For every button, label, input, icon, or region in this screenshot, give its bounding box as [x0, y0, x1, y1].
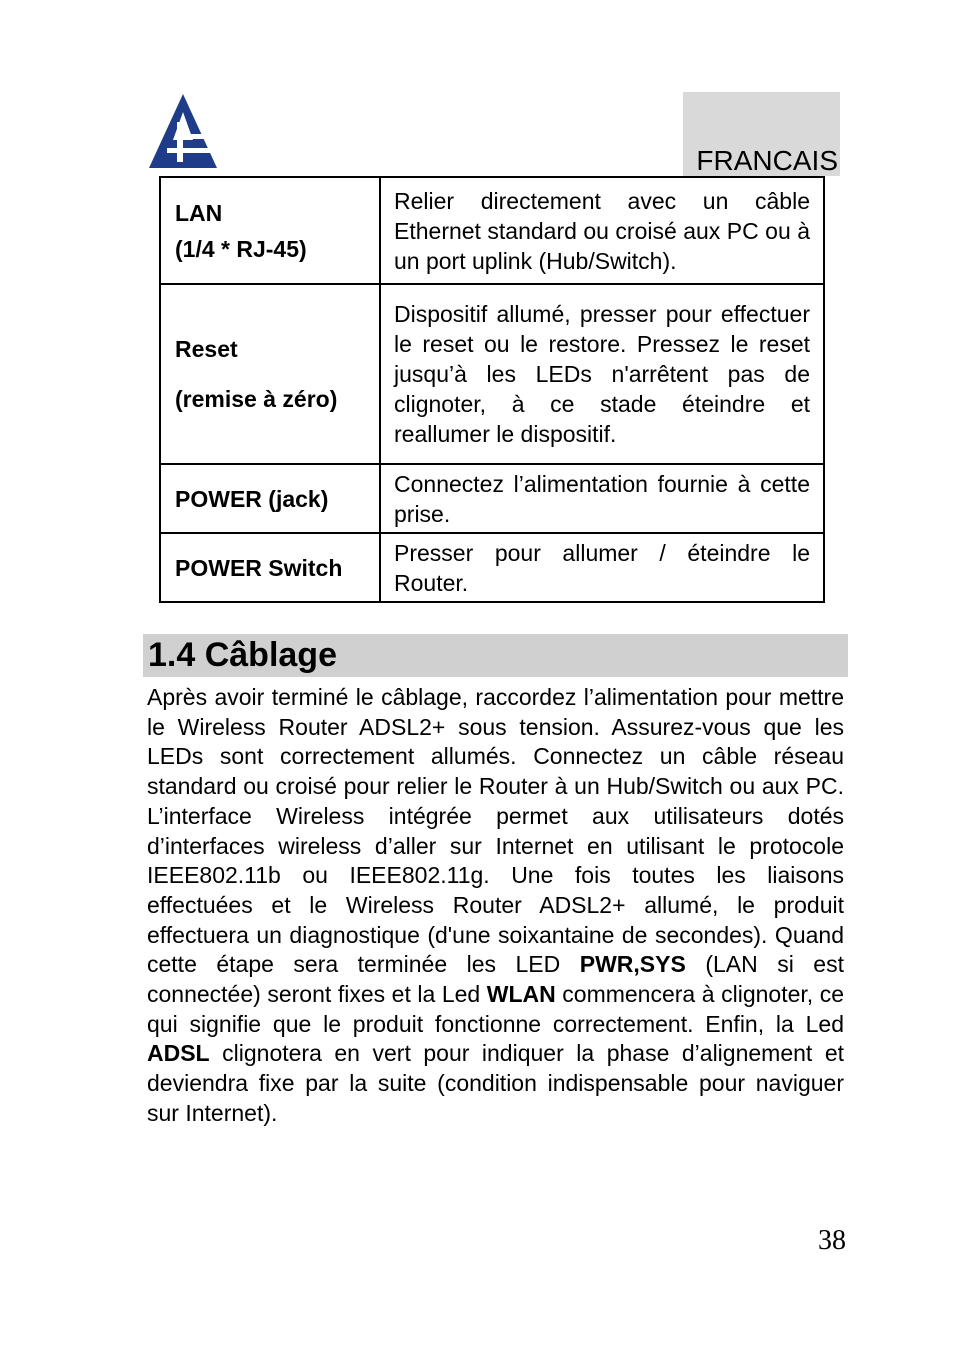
port-name-cell: [160, 177, 380, 284]
section-title: 1.4 Câblage: [148, 636, 337, 674]
port-description: Connectez l’alimentation fournie à cette prise.: [380, 464, 824, 533]
port-name: Reset: [175, 336, 238, 362]
port-name: POWER (jack): [175, 485, 329, 512]
port-name-detail: (remise à zéro): [175, 386, 338, 412]
port-name-cell: [160, 533, 380, 602]
table-row: [160, 533, 824, 602]
body-paragraph: [147, 683, 844, 1129]
port-name-detail: (1/4 * RJ-45): [175, 235, 307, 262]
page-number: 38: [818, 1225, 846, 1256]
port-description: Dispositif allumé, presser pour effectuer le reset ou le restore. Pressez le reset jusqu’à les LEDs n'arrêtent pas de clignoter, à ce stade éteindre et reallumer le dispositif.: [380, 284, 824, 464]
language-header: [683, 92, 840, 176]
port-description: Presser pour allumer / éteindre le Router.: [380, 533, 824, 602]
body-text-part: commencera à clignoter, ce qui signifie que le produit fonctionne correctement. Enfin, la Led: [147, 981, 844, 1037]
led-pwr-sys-label: PWR,SYS: [579, 951, 686, 978]
atlantis-a-logo-icon: [147, 92, 219, 170]
table-row: [160, 464, 824, 533]
section-heading-bar: [143, 634, 848, 677]
ports-table: [159, 176, 825, 603]
table-row: [160, 284, 824, 464]
led-adsl-label: ADSL: [147, 1040, 210, 1067]
language-label: FRANCAIS: [696, 145, 838, 176]
body-text-part: Après avoir terminé le câblage, raccordez l’alimentation pour mettre le Wireless Router ADSL2+ sous tension. Assurez-vous que les LEDs sont correctement allumés. Connectez un câble réseau standard ou croisé pour relier le Router à un Hub/Switch ou aux PC. L’interface Wireless intégrée permet aux utilisateurs dotés d’interfaces wireless d’aller sur Internet en utilisant le protocole IEEE802.11b ou IEEE802.11g. Une fois toutes les liaisons effectuées et le Wireless Router ADSL2+ allumé, le produit effectuera un diagnostique (d'une soixantaine de secondes). Quand cette étape sera terminée les LED: [147, 684, 844, 978]
port-name: POWER Switch: [175, 554, 343, 581]
port-name: LAN: [175, 199, 223, 226]
port-name-cell: [160, 284, 380, 464]
port-name-cell: [160, 464, 380, 533]
table-row: [160, 177, 824, 284]
led-wlan-label: WLAN: [486, 981, 556, 1008]
body-text-part: clignotera en vert pour indiquer la phase d’alignement et deviendra fixe par la suite (condition indispensable pour naviguer sur Internet).: [147, 1040, 844, 1126]
port-description: Relier directement avec un câble Ethernet standard ou croisé aux PC ou à un port uplink (Hub/Switch).: [380, 177, 824, 284]
body-text-part: (LAN si est connectée) seront fixes et la Led: [147, 951, 844, 1008]
